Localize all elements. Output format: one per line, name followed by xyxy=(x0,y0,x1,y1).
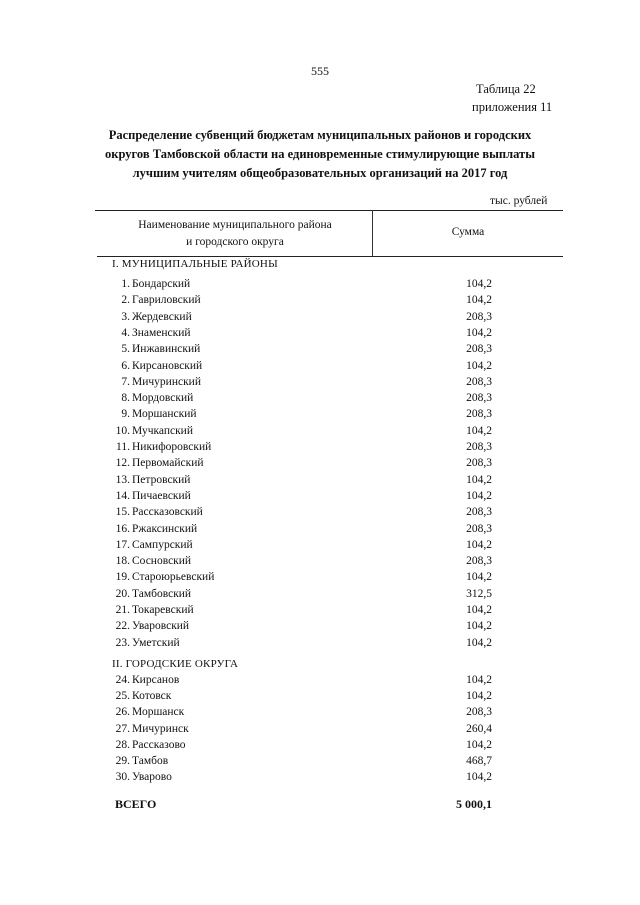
table-row xyxy=(0,441,640,457)
row-value: 208,3 xyxy=(466,706,492,719)
table-row xyxy=(0,294,640,310)
row-value: 104,2 xyxy=(466,359,492,372)
table-row xyxy=(0,690,640,706)
row-number: 22. xyxy=(115,620,130,633)
row-number: 15. xyxy=(115,506,130,519)
total-label: ВСЕГО xyxy=(115,797,157,811)
table-row xyxy=(0,771,640,787)
column-header-name-line: и городского округа xyxy=(186,236,284,248)
table-row xyxy=(0,392,640,408)
row-name: Уваровский xyxy=(132,620,190,633)
row-number: 28. xyxy=(115,738,130,751)
table-row xyxy=(0,457,640,473)
total-value: 5 000,1 xyxy=(456,797,492,811)
row-name: Тамбов xyxy=(132,755,169,767)
row-number: 1. xyxy=(121,278,130,290)
row-name: Мордовский xyxy=(132,392,194,405)
table-row xyxy=(0,523,640,539)
row-name: Бондарский xyxy=(132,278,191,290)
table-row xyxy=(0,376,640,392)
table-row xyxy=(0,706,640,722)
table-row xyxy=(0,620,640,636)
header-bottom-rule xyxy=(97,256,563,257)
row-value: 260,4 xyxy=(466,722,492,735)
row-number: 12. xyxy=(115,457,130,470)
row-name: Первомайский xyxy=(132,457,204,470)
row-value: 104,2 xyxy=(466,294,492,307)
row-value: 104,2 xyxy=(466,771,492,784)
row-value: 208,3 xyxy=(466,408,492,421)
row-name: Мичуринск xyxy=(132,722,189,735)
row-name: Сосновский xyxy=(132,555,192,568)
document-title xyxy=(60,126,580,183)
row-value: 104,2 xyxy=(466,604,492,616)
row-number: 29. xyxy=(115,755,130,767)
table-row xyxy=(0,490,640,506)
row-name: Знаменский xyxy=(132,326,191,339)
section-title: II. ГОРОДСКИЕ ОКРУГА xyxy=(112,658,239,670)
table-row xyxy=(0,425,640,441)
row-value: 104,2 xyxy=(466,538,492,551)
row-value: 208,3 xyxy=(466,392,492,405)
header-column-divider xyxy=(372,210,373,256)
title-line: Распределение субвенций бюджетам муниципальных районов и городских xyxy=(108,128,532,142)
row-number: 17. xyxy=(115,538,130,551)
section-title: I. МУНИЦИПАЛЬНЫЕ РАЙОНЫ xyxy=(112,258,278,270)
row-number: 19. xyxy=(115,571,130,584)
row-name: Ржаксинский xyxy=(132,522,198,535)
row-name: Сампурский xyxy=(132,538,193,551)
table-row xyxy=(0,555,640,571)
table-row xyxy=(0,343,640,359)
row-value: 208,3 xyxy=(466,506,492,519)
row-value: 208,3 xyxy=(466,522,492,535)
row-value: 104,2 xyxy=(466,278,492,290)
row-name: Котовск xyxy=(132,690,172,703)
row-name: Рассказово xyxy=(132,738,186,751)
row-name: Токаревский xyxy=(132,604,194,616)
table-row xyxy=(0,588,640,604)
row-number: 25. xyxy=(115,690,130,703)
row-number: 23. xyxy=(115,636,130,649)
row-name: Жердевский xyxy=(132,310,192,323)
row-number: 13. xyxy=(115,473,130,486)
row-number: 7. xyxy=(121,375,130,388)
table-row xyxy=(0,311,640,327)
row-name: Пичаевский xyxy=(132,489,191,502)
units-label: тыс. рублей xyxy=(490,195,548,207)
row-value: 104,2 xyxy=(466,489,492,502)
row-value: 208,3 xyxy=(466,343,492,356)
row-number: 6. xyxy=(121,359,130,372)
row-value: 104,2 xyxy=(466,620,492,633)
row-value: 312,5 xyxy=(466,587,492,600)
table-row xyxy=(0,327,640,343)
row-name: Рассказовский xyxy=(132,506,203,519)
row-name: Мичуринский xyxy=(132,375,201,388)
row-number: 9. xyxy=(121,408,130,421)
row-name: Мучкапский xyxy=(132,424,193,437)
row-value: 104,2 xyxy=(466,473,492,486)
row-name: Уметский xyxy=(132,636,180,649)
row-name: Моршанский xyxy=(132,408,197,421)
row-name: Моршанск xyxy=(132,706,185,719)
table-row xyxy=(0,571,640,587)
title-line: лучшим учителям общеобразовательных организаций на 2017 год xyxy=(132,166,508,180)
table-row xyxy=(0,506,640,522)
table-row xyxy=(0,637,640,653)
row-value: 104,2 xyxy=(466,636,492,649)
appendix-label: приложения 11 xyxy=(472,100,553,114)
row-value: 208,3 xyxy=(466,375,492,388)
row-value: 208,3 xyxy=(466,555,492,568)
row-value: 104,2 xyxy=(466,424,492,437)
row-number: 2. xyxy=(121,294,130,307)
table-row xyxy=(0,360,640,376)
row-name: Инжавинский xyxy=(132,343,201,356)
row-name: Кирсанов xyxy=(132,674,180,686)
row-number: 11. xyxy=(116,441,130,453)
row-value: 208,3 xyxy=(466,457,492,470)
row-number: 30. xyxy=(115,771,130,784)
row-value: 104,2 xyxy=(466,674,492,686)
table-top-rule xyxy=(95,210,563,211)
row-value: 104,2 xyxy=(466,326,492,339)
table-label: Таблица 22 xyxy=(476,82,536,96)
table-row xyxy=(0,408,640,424)
column-header-name-line: Наименование муниципального района xyxy=(138,219,332,231)
row-value: 208,3 xyxy=(466,441,492,453)
table-row xyxy=(0,755,640,771)
row-name: Гавриловский xyxy=(132,294,201,307)
page-number: 555 xyxy=(311,64,329,78)
row-number: 4. xyxy=(121,326,130,339)
row-number: 5. xyxy=(121,343,130,356)
row-value: 104,2 xyxy=(466,571,492,584)
title-line: округов Тамбовской области на единовременные стимулирующие выплаты xyxy=(105,147,535,161)
table-row xyxy=(0,539,640,555)
row-number: 24. xyxy=(115,674,130,686)
column-header-name xyxy=(100,217,370,251)
row-number: 8. xyxy=(121,392,130,405)
row-name: Никифоровский xyxy=(132,441,212,453)
row-name: Тамбовский xyxy=(132,587,192,600)
row-number: 21. xyxy=(115,604,130,616)
row-name: Староюрьевский xyxy=(132,571,215,584)
row-number: 16. xyxy=(115,522,130,535)
row-number: 27. xyxy=(115,722,130,735)
table-row xyxy=(0,674,640,690)
row-value: 468,7 xyxy=(466,755,492,767)
table-row xyxy=(0,604,640,620)
row-number: 18. xyxy=(115,555,130,568)
row-number: 14. xyxy=(115,489,130,502)
table-row xyxy=(0,723,640,739)
table-row xyxy=(0,739,640,755)
row-name: Уварово xyxy=(132,771,172,784)
table-row xyxy=(0,278,640,294)
row-name: Кирсановский xyxy=(132,359,203,372)
table-row xyxy=(0,474,640,490)
row-number: 10. xyxy=(115,424,130,437)
row-number: 20. xyxy=(115,587,130,600)
row-name: Петровский xyxy=(132,473,191,486)
row-number: 26. xyxy=(115,706,130,719)
column-header-sum: Сумма xyxy=(451,226,485,238)
row-number: 3. xyxy=(121,310,130,323)
row-value: 104,2 xyxy=(466,738,492,751)
row-value: 208,3 xyxy=(466,310,492,323)
row-value: 104,2 xyxy=(466,690,492,703)
